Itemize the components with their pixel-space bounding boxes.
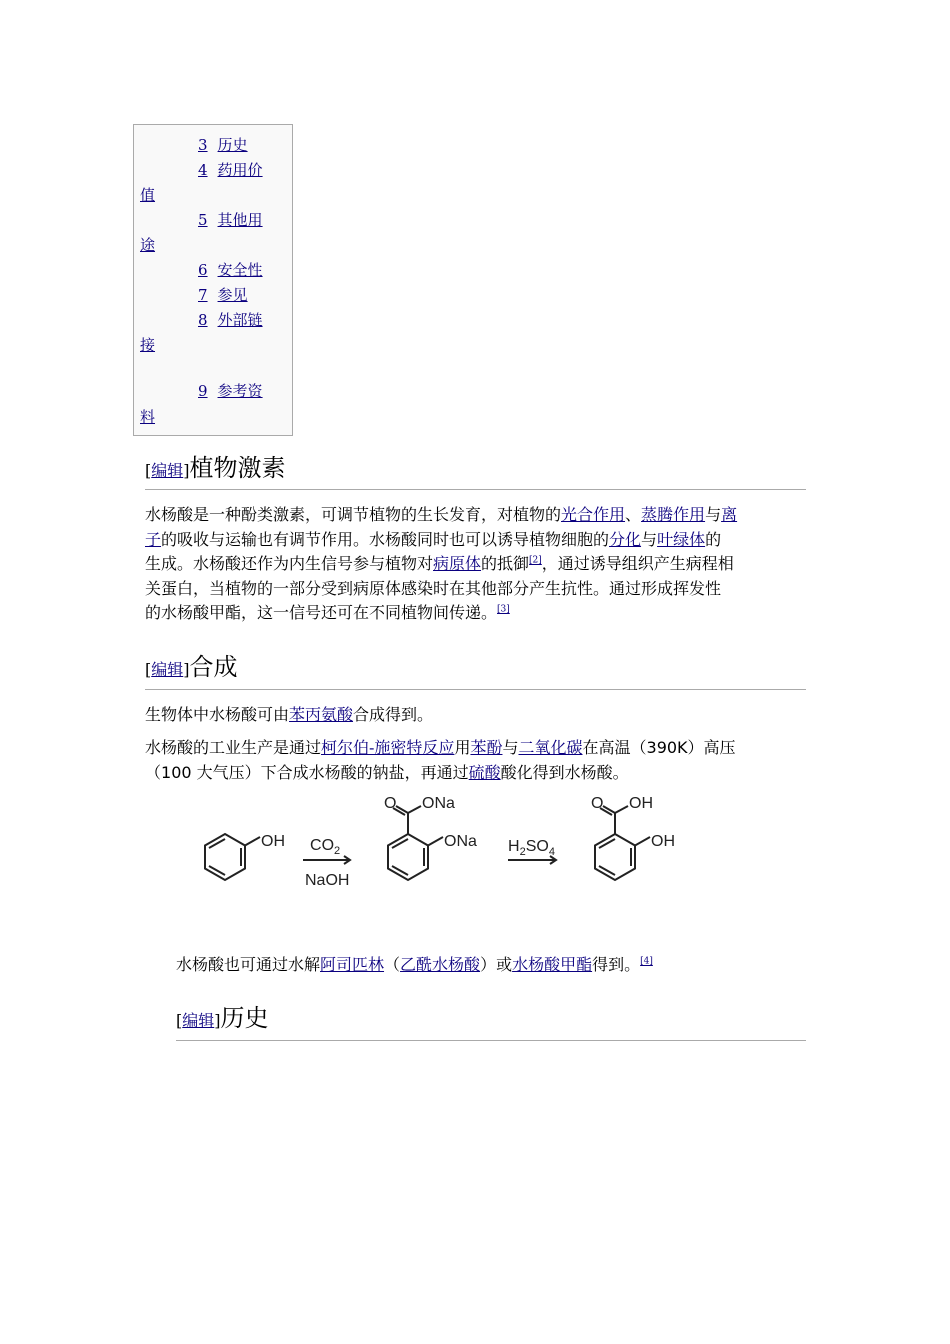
link-ion-wrap[interactable]: 子 (145, 529, 162, 549)
link-photosynthesis[interactable]: 光合作用 (561, 505, 626, 524)
text-line: 生成。水杨酸还作为内生信号参与植物对病原体的抵御[2]，通过诱导组织产生病程相 (145, 554, 734, 573)
link-differentiation[interactable]: 分化 (609, 529, 642, 549)
paragraph-industrial (145, 736, 815, 785)
toc-item-see-also[interactable]: 7 参见 (198, 286, 248, 304)
toc-item-references[interactable]: 9 参考资 (198, 382, 263, 400)
table-of-contents (133, 124, 293, 436)
edit-link[interactable]: 编辑 (151, 461, 184, 480)
reagent-naoh: NaOH (305, 872, 350, 889)
text-line: 的水杨酸甲酯，这一信号还可在不同植物间传递。[3] (145, 603, 510, 622)
link-acetylsalicylic-acid[interactable]: 乙酰水杨酸 (400, 955, 481, 974)
edit-link[interactable]: 编辑 (151, 660, 184, 679)
text-line: 子的吸收与运输也有调节作用。水杨酸同时也可以诱导植物细胞的分化与叶绿体的 (145, 529, 722, 549)
link-phenylalanine[interactable]: 苯丙氨酸 (289, 705, 354, 724)
toc-item-other-uses-wrap[interactable]: 途 (140, 236, 156, 254)
section-divider (145, 689, 806, 690)
toc-item-other-uses[interactable]: 5 其他用 (198, 211, 263, 229)
link-pathogen[interactable]: 病原体 (433, 554, 482, 573)
text-line: （100 大气压）下合成水杨酸的钠盐，再通过硫酸酸化得到水杨酸。 (145, 762, 629, 782)
link-ion[interactable]: 离 (721, 505, 738, 524)
toc-item-history[interactable]: 3 历史 (198, 136, 248, 154)
label-ona-phenoxide: ONa (444, 833, 477, 850)
paragraph-plant-hormone (145, 503, 815, 626)
label-oh: OH (261, 833, 285, 850)
section-heading-history: [编辑]历史 (176, 1004, 269, 1032)
text-line: 水杨酸的工业生产是通过柯尔伯-施密特反应用苯酚与二氧化碳在高温（390K）高压 (145, 738, 736, 757)
section-heading-synthesis: [编辑]合成 (145, 653, 238, 681)
label-o: O (591, 795, 604, 812)
link-aspirin[interactable]: 阿司匹林 (320, 955, 385, 974)
citation-4[interactable]: [4] (640, 956, 653, 967)
reagent-co2: $CO_2$ (310, 837, 341, 857)
toc-item-external-links-wrap[interactable]: 接 (140, 336, 156, 354)
link-kolbe-schmitt[interactable]: 柯尔伯-施密特反应 (321, 738, 455, 757)
link-transpiration[interactable]: 蒸腾作用 (641, 505, 706, 524)
label-ona-carboxylate: ONa (422, 795, 455, 812)
link-sulfuric-acid[interactable]: 硫酸 (468, 762, 501, 782)
link-chloroplast[interactable]: 叶绿体 (657, 529, 706, 549)
paragraph-hydrolysis: 水杨酸也可通过水解阿司匹林（乙酰水杨酸）或水杨酸甲酯得到。[4] (176, 955, 653, 974)
label-oh-carboxyl: OH (629, 795, 653, 812)
section-title: 历史 (220, 1004, 269, 1032)
edit-link[interactable]: 编辑 (182, 1011, 215, 1030)
link-carbon-dioxide[interactable]: 二氧化碳 (518, 738, 583, 757)
toc-item-references-wrap[interactable]: 料 (140, 408, 156, 426)
paragraph-biosynthesis: 生物体中水杨酸可由苯丙氨酸合成得到。 (145, 705, 434, 724)
section-heading-plant-hormone: [编辑]植物激素 (145, 454, 286, 482)
section-title: 植物激素 (189, 454, 286, 482)
section-title: 合成 (189, 653, 238, 681)
section-divider (145, 489, 806, 490)
text-line: 关蛋白，当植物的一部分受到病原体感染时在其他部分产生抗性。通过形成挥发性 (145, 578, 722, 598)
section-divider (176, 1040, 806, 1041)
citation-3[interactable]: [3] (497, 604, 510, 615)
label-oh-phenol: OH (651, 833, 675, 850)
reaction-scheme-diagram (190, 788, 700, 900)
toc-item-external-links[interactable]: 8 外部链 (198, 311, 263, 329)
citation-2[interactable]: [2] (529, 555, 542, 566)
text-line: 水杨酸是一种酚类激素，可调节植物的生长发育，对植物的光合作用、蒸腾作用与离 (145, 505, 738, 524)
label-o: O (384, 795, 397, 812)
reagent-h2so4: $H_2SO_4$ (508, 838, 555, 858)
toc-item-safety[interactable]: 6 安全性 (198, 261, 263, 279)
link-methyl-salicylate[interactable]: 水杨酸甲酯 (512, 955, 593, 974)
toc-item-medicinal[interactable]: 4 药用价 (198, 161, 263, 179)
link-phenol[interactable]: 苯酚 (470, 738, 503, 757)
toc-item-medicinal-wrap[interactable]: 值 (140, 186, 156, 204)
